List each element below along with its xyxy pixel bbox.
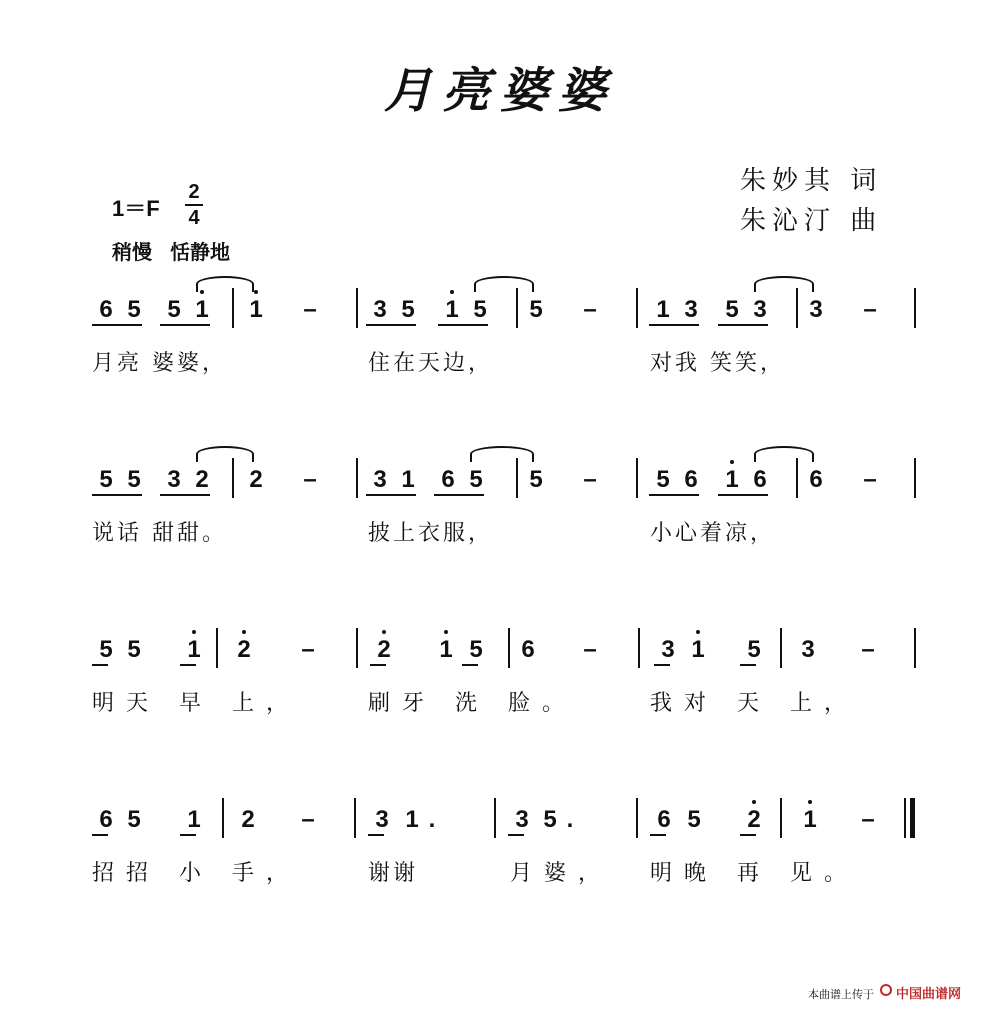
bar-line	[222, 798, 224, 838]
time-numerator: 2	[188, 181, 200, 203]
tie-arc	[474, 276, 534, 292]
note: 6	[753, 466, 767, 493]
note: 3	[753, 296, 767, 323]
dash: –	[583, 466, 597, 493]
tempo-mood: 恬静地	[170, 240, 230, 264]
bar-line	[796, 458, 798, 498]
dash: –	[583, 636, 597, 663]
dash: –	[863, 296, 877, 323]
tempo-marking	[112, 236, 248, 265]
note: 6	[441, 466, 455, 493]
note: 1	[725, 466, 739, 493]
dash: –	[863, 466, 877, 493]
note: 5	[127, 806, 141, 833]
note: 5	[469, 636, 483, 663]
note: 3	[684, 296, 698, 323]
bar-line	[232, 288, 234, 328]
note: 3	[809, 296, 823, 323]
beam-underline	[462, 664, 478, 666]
high-octave-dot	[696, 630, 700, 634]
site-logo-icon	[880, 984, 892, 996]
note: 5	[747, 636, 761, 663]
bar-line	[780, 628, 782, 668]
beam-underline	[650, 834, 666, 836]
lyric-line-1-c: 对我 笑笑，	[650, 351, 785, 376]
note: 5	[473, 296, 487, 323]
tie-arc	[196, 276, 254, 292]
bar-line	[516, 458, 518, 498]
note: 5	[529, 466, 543, 493]
note: 1	[249, 296, 263, 323]
note: 3	[373, 466, 387, 493]
note: 1	[439, 636, 453, 663]
bar-line	[638, 628, 640, 668]
key-signature: 1＝F	[112, 196, 160, 221]
final-barline-thick	[910, 798, 915, 838]
beam-underline	[649, 324, 699, 326]
note: 5	[99, 636, 113, 663]
dash: –	[583, 296, 597, 323]
beam-underline	[438, 324, 488, 326]
bar-line	[780, 798, 782, 838]
note: 6	[99, 296, 113, 323]
lyricist-credit: 朱妙其 词	[740, 166, 883, 196]
high-octave-dot	[730, 460, 734, 464]
high-octave-dot	[254, 290, 258, 294]
beam-underline	[92, 494, 142, 496]
beam-underline	[654, 664, 670, 666]
high-octave-dot	[242, 630, 246, 634]
footer-text: 本曲谱上传于	[808, 989, 874, 1001]
bar-line	[356, 288, 358, 328]
beam-underline	[180, 664, 196, 666]
note: 3	[801, 636, 815, 663]
bar-line	[516, 288, 518, 328]
tie-arc	[196, 446, 254, 462]
bar-line	[232, 458, 234, 498]
lyric-line-3-b: 刷牙 洗 脸。	[368, 691, 576, 716]
note: .	[428, 806, 436, 833]
final-barline-thin	[904, 798, 906, 838]
bar-line	[914, 458, 916, 498]
note: 3	[661, 636, 675, 663]
lyric-line-3-a: 明天 早 上，	[92, 691, 300, 716]
note: 2	[241, 806, 255, 833]
note: 1	[187, 636, 201, 663]
note: 5	[687, 806, 701, 833]
beam-underline	[92, 834, 108, 836]
note: 1	[187, 806, 201, 833]
beam-underline	[718, 494, 768, 496]
bar-line	[636, 798, 638, 838]
footer-site-name: 中国曲谱网	[896, 986, 962, 1001]
beam-underline	[718, 324, 768, 326]
note: 1	[803, 806, 817, 833]
bar-line	[356, 628, 358, 668]
bar-line	[636, 458, 638, 498]
note: 2	[237, 636, 251, 663]
lyric-line-2-b: 披上衣服，	[368, 521, 494, 546]
high-octave-dot	[444, 630, 448, 634]
high-octave-dot	[450, 290, 454, 294]
beam-underline	[160, 494, 210, 496]
note: 5	[127, 296, 141, 323]
dash: –	[303, 466, 317, 493]
note: 5	[127, 636, 141, 663]
note: 2	[747, 806, 761, 833]
note: 6	[521, 636, 535, 663]
high-octave-dot	[752, 800, 756, 804]
beam-underline	[370, 664, 386, 666]
note: 1	[656, 296, 670, 323]
tempo-speed: 稍慢	[112, 240, 152, 264]
beam-underline	[92, 324, 142, 326]
note: 5	[529, 296, 543, 323]
beam-underline	[160, 324, 210, 326]
note: 1	[445, 296, 459, 323]
dash: –	[861, 806, 875, 833]
high-octave-dot	[382, 630, 386, 634]
note: 1	[405, 806, 419, 833]
lyric-line-3-c: 我对 天 上，	[650, 691, 858, 716]
beam-underline	[366, 494, 416, 496]
beam-underline	[508, 834, 524, 836]
note: 3	[373, 296, 387, 323]
note: 1	[691, 636, 705, 663]
lyric-line-4-d: 明晚 再 见。	[650, 861, 858, 886]
note: .	[566, 806, 574, 833]
beam-underline	[368, 834, 384, 836]
lyric-line-2-a: 说话 甜甜。	[92, 521, 227, 546]
bar-line	[796, 288, 798, 328]
time-denominator: 4	[188, 207, 200, 229]
dash: –	[301, 806, 315, 833]
lyric-line-4-b: 谢谢	[368, 861, 419, 886]
dash: –	[303, 296, 317, 323]
note: 5	[167, 296, 181, 323]
bar-line	[508, 628, 510, 668]
note: 3	[515, 806, 529, 833]
beam-underline	[92, 664, 108, 666]
note: 6	[809, 466, 823, 493]
note: 6	[657, 806, 671, 833]
lyric-line-4-a: 招招 小 手，	[92, 861, 300, 886]
note: 3	[167, 466, 181, 493]
note: 5	[99, 466, 113, 493]
note: 6	[99, 806, 113, 833]
bar-line	[494, 798, 496, 838]
note: 5	[401, 296, 415, 323]
time-signature-line	[185, 204, 203, 206]
bar-line	[914, 628, 916, 668]
note: 3	[375, 806, 389, 833]
lyric-line-1-a: 月亮 婆婆，	[92, 351, 227, 376]
high-octave-dot	[808, 800, 812, 804]
bar-line	[356, 458, 358, 498]
beam-underline	[180, 834, 196, 836]
lyric-line-2-c: 小心着凉，	[650, 521, 776, 546]
tie-arc	[754, 276, 814, 292]
bar-line	[636, 288, 638, 328]
note: 2	[249, 466, 263, 493]
bar-line	[216, 628, 218, 668]
beam-underline	[366, 324, 416, 326]
note: 5	[127, 466, 141, 493]
dash: –	[861, 636, 875, 663]
tie-arc	[754, 446, 814, 462]
note: 5	[469, 466, 483, 493]
beam-underline	[740, 834, 756, 836]
lyric-line-4-c: 月婆，	[510, 861, 613, 886]
composer-credit: 朱沁汀 曲	[740, 206, 883, 236]
note: 2	[195, 466, 209, 493]
page-title: 月亮婆婆	[383, 63, 616, 119]
note: 5	[656, 466, 670, 493]
note: 1	[195, 296, 209, 323]
beam-underline	[434, 494, 484, 496]
note: 5	[543, 806, 557, 833]
note: 5	[725, 296, 739, 323]
bar-line	[354, 798, 356, 838]
dash: –	[301, 636, 315, 663]
beam-underline	[740, 664, 756, 666]
note: 6	[684, 466, 698, 493]
note: 1	[401, 466, 415, 493]
bar-line	[914, 288, 916, 328]
lyric-line-1-b: 住在天边，	[368, 351, 494, 376]
beam-underline	[649, 494, 699, 496]
tie-arc	[470, 446, 534, 462]
high-octave-dot	[192, 630, 196, 634]
note: 2	[377, 636, 391, 663]
